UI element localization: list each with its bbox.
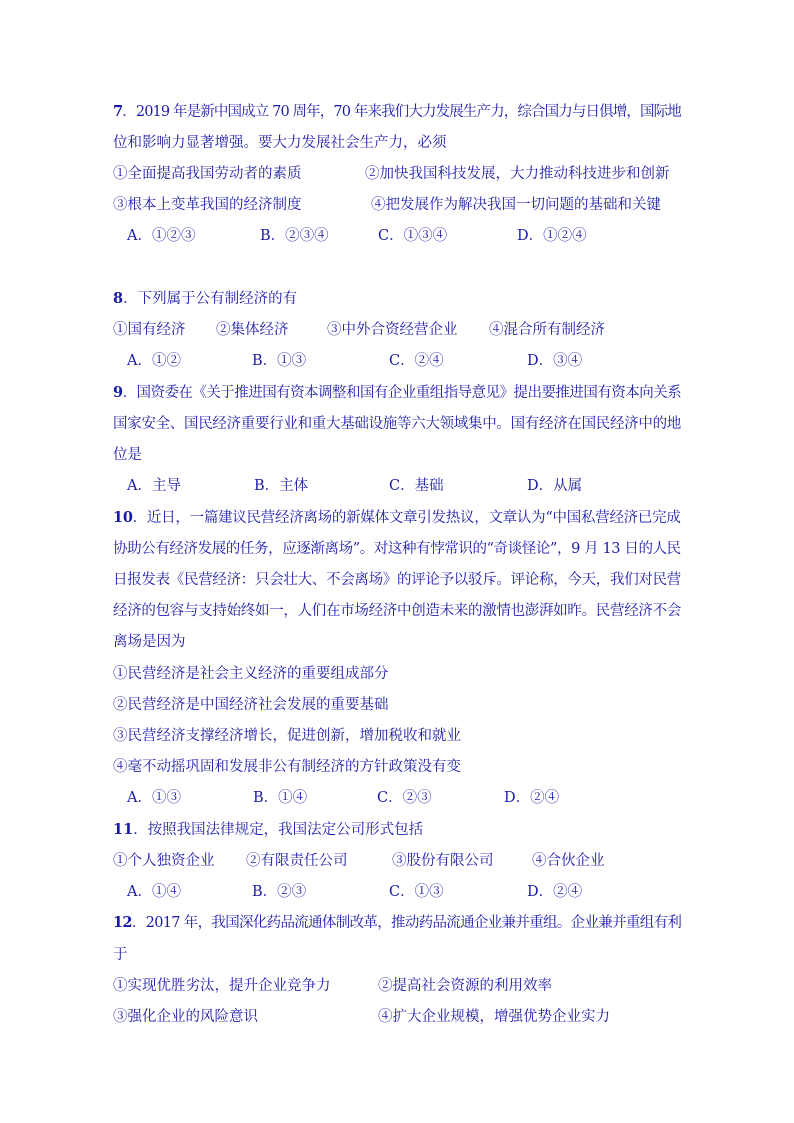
q12-item-1: ①实现优胜劣汰，提升企业竞争力 — [113, 978, 331, 994]
q8-item-3: ③中外合资经营企业 — [327, 322, 458, 338]
q11-choice-b: B．②③ — [252, 884, 307, 900]
q8-choice-a: A．①② — [127, 353, 181, 369]
q10-line-1: 10．近日，一篇建议民营经济离场的新媒体文章引发热议，文章认为“中国私营经济已完成 — [113, 509, 681, 526]
q8-choice-b: B．①③ — [252, 353, 307, 369]
q10-line-5: 离场是因为 — [113, 634, 186, 650]
q12-item-2: ②提高社会资源的利用效率 — [378, 978, 552, 994]
q10-choice-d: D．②④ — [504, 790, 560, 806]
q11-number: 11 — [113, 821, 134, 838]
q7-line-1: 7．2019 年是新中国成立 70 周年，70 年来我们大力发展生产力，综合国力与日俱增，国际地 — [113, 103, 681, 120]
q7-number: 7 — [113, 103, 123, 120]
q10-line-4: 经济的包容与支持始终如一，人们在市场经济中创造未来的激情也澎湃如昨。民营经济不会 — [113, 603, 681, 619]
q7-choice-b: B．②③④ — [260, 228, 329, 244]
q11-item-2: ②有限责任公司 — [246, 853, 348, 869]
q7-choice-c: C．①③④ — [378, 228, 448, 244]
q11-choice-c: C．①③ — [389, 884, 444, 900]
q9-line-1: 9．国资委在《关于推进国有资本调整和国有企业重组指导意见》提出要推进国有资本向关系 — [113, 384, 682, 401]
q10-item-4: ④毫不动摇巩固和发展非公有制经济的方针政策没有变 — [113, 759, 461, 775]
q9-choice-c: C．基础 — [389, 478, 444, 494]
q7-item-2: ②加快我国科技发展，大力推动科技进步和创新 — [365, 166, 670, 182]
q10-item-3: ③民营经济支撑经济增长，促进创新，增加税收和就业 — [113, 728, 461, 744]
q8-line-1: 8．下列属于公有制经济的有 — [113, 290, 298, 307]
q8-item-4: ④混合所有制经济 — [489, 322, 605, 338]
q8-choice-c: C．②④ — [389, 353, 444, 369]
q12-number: 12 — [113, 914, 132, 931]
q7-choice-d: D．①②④ — [517, 228, 587, 244]
q11-choice-d: D．②④ — [527, 884, 583, 900]
q10-choice-a: A．①③ — [127, 790, 181, 806]
q7-item-1: ①全面提高我国劳动者的素质 — [113, 166, 302, 182]
q9-choice-b: B．主体 — [254, 478, 309, 494]
q12-line-2: 于 — [113, 947, 128, 963]
q12-item-3: ③强化企业的风险意识 — [113, 1009, 258, 1025]
q7-item-4: ④把发展作为解决我国一切问题的基础和关键 — [371, 197, 661, 213]
q10-choice-c: C．②③ — [377, 790, 432, 806]
q7-item-3: ③根本上变革我国的经济制度 — [113, 197, 302, 213]
q7-line-2: 位和影响力显著增强。要大力发展社会生产力，必须 — [113, 135, 447, 151]
q8-item-1: ①国有经济 — [113, 322, 186, 338]
q9-line-2: 国家安全、国民经济重要行业和重大基础设施等六大领域集中。国有经济在国民经济中的地 — [113, 416, 681, 432]
q10-item-2: ②民营经济是中国经济社会发展的重要基础 — [113, 697, 389, 713]
q9-choice-a: A．主导 — [127, 478, 181, 494]
q8-number: 8 — [113, 290, 124, 307]
q10-number: 10 — [113, 509, 133, 526]
q12-line-1: 12．2017 年，我国深化药品流通体制改革，推动药品流通企业兼并重组。企业兼并重组有利 — [113, 914, 682, 931]
q10-choice-b: B．①④ — [253, 790, 308, 806]
q10-line-3: 日报发表《民营经济：只会壮大、不会离场》的评论予以驳斥。评论称，今天，我们对民营 — [113, 572, 681, 588]
q9-choice-d: D．从属 — [527, 478, 583, 494]
q11-item-1: ①个人独资企业 — [113, 853, 215, 869]
q9-line-3: 位是 — [113, 447, 142, 463]
q11-choice-a: A．①④ — [127, 884, 181, 900]
q11-line-1: 11．按照我国法律规定，我国法定公司形式包括 — [113, 821, 424, 838]
q10-line-2: 协助公有经济发展的任务，应逐渐离场”。对这种有悖常识的“奇谈怪论”，9 月 13 日的人民 — [113, 541, 681, 557]
q7-choice-a: A．①②③ — [127, 228, 196, 244]
q10-item-1: ①民营经济是社会主义经济的重要组成部分 — [113, 666, 389, 682]
q8-item-2: ②集体经济 — [216, 322, 289, 338]
q8-choice-d: D．③④ — [527, 353, 583, 369]
q12-item-4: ④扩大企业规模，增强优势企业实力 — [378, 1009, 610, 1025]
q11-item-3: ③股份有限公司 — [392, 853, 494, 869]
q9-number: 9 — [113, 384, 123, 401]
q11-item-4: ④合伙企业 — [532, 853, 605, 869]
